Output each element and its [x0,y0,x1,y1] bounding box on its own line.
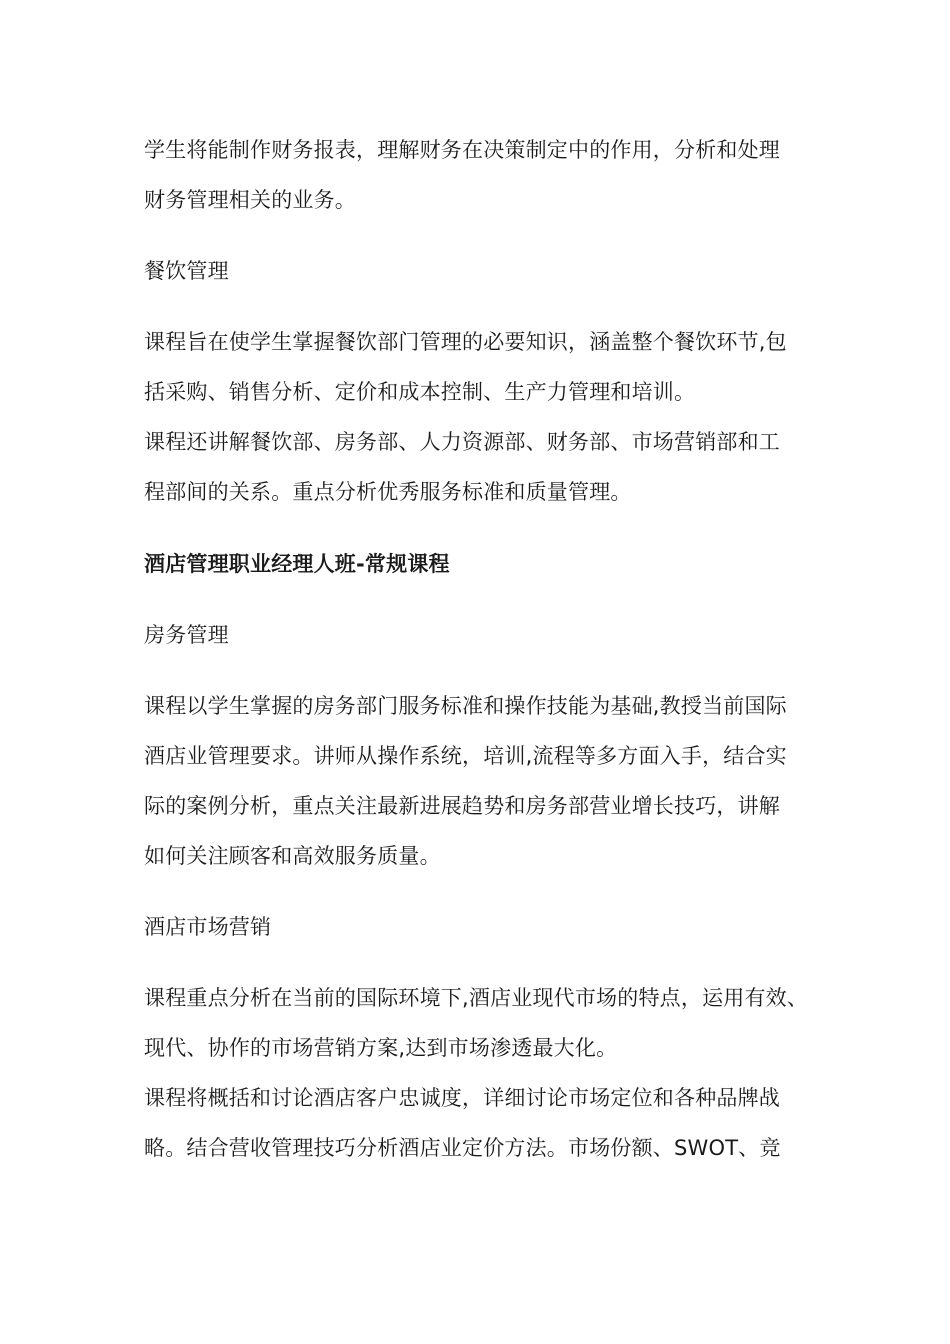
paragraph-line: 财务管理相关的业务。 [144,188,356,212]
course-category-heading: 酒店管理职业经理人班-常规课程 [144,552,450,576]
paragraph-line: 程部间的关系。重点分析优秀服务标准和质量管理。 [144,480,632,504]
paragraph-line: 课程重点分析在当前的国际环境下,酒店业现代市场的特点，运用有效、 [144,986,809,1010]
section-heading: 酒店市场营销 [144,915,272,939]
paragraph-line: 学生将能制作财务报表，理解财务在决策制定中的作用，分析和处理 [144,138,780,162]
paragraph-line: 括采购、销售分析、定价和成本控制、生产力管理和培训。 [144,380,696,404]
paragraph-line: 际的案例分析，重点关注最新进展趋势和房务部营业增长技巧，讲解 [144,794,780,818]
paragraph-line: 酒店业管理要求。讲师从操作系统，培训,流程等多方面入手，结合实 [144,744,787,768]
paragraph-line: 略。结合营收管理技巧分析酒店业定价方法。市场份额、SWOT、竞 [144,1136,781,1160]
paragraph-line: 课程将概括和讨论酒店客户忠诚度，详细讨论市场定位和各种品牌战 [144,1086,780,1110]
paragraph-line: 课程旨在使学生掌握餐饮部门管理的必要知识，涵盖整个餐饮环节,包 [144,330,787,354]
section-heading: 餐饮管理 [144,259,229,283]
paragraph-line: 如何关注顾客和高效服务质量。 [144,844,441,868]
paragraph-line: 课程以学生掌握的房务部门服务标准和操作技能为基础,教授当前国际 [144,694,787,718]
section-heading: 房务管理 [144,623,229,647]
paragraph-line: 课程还讲解餐饮部、房务部、人力资源部、财务部、市场营销部和工 [144,430,780,454]
paragraph-line: 现代、协作的市场营销方案,达到市场渗透最大化。 [144,1036,618,1060]
